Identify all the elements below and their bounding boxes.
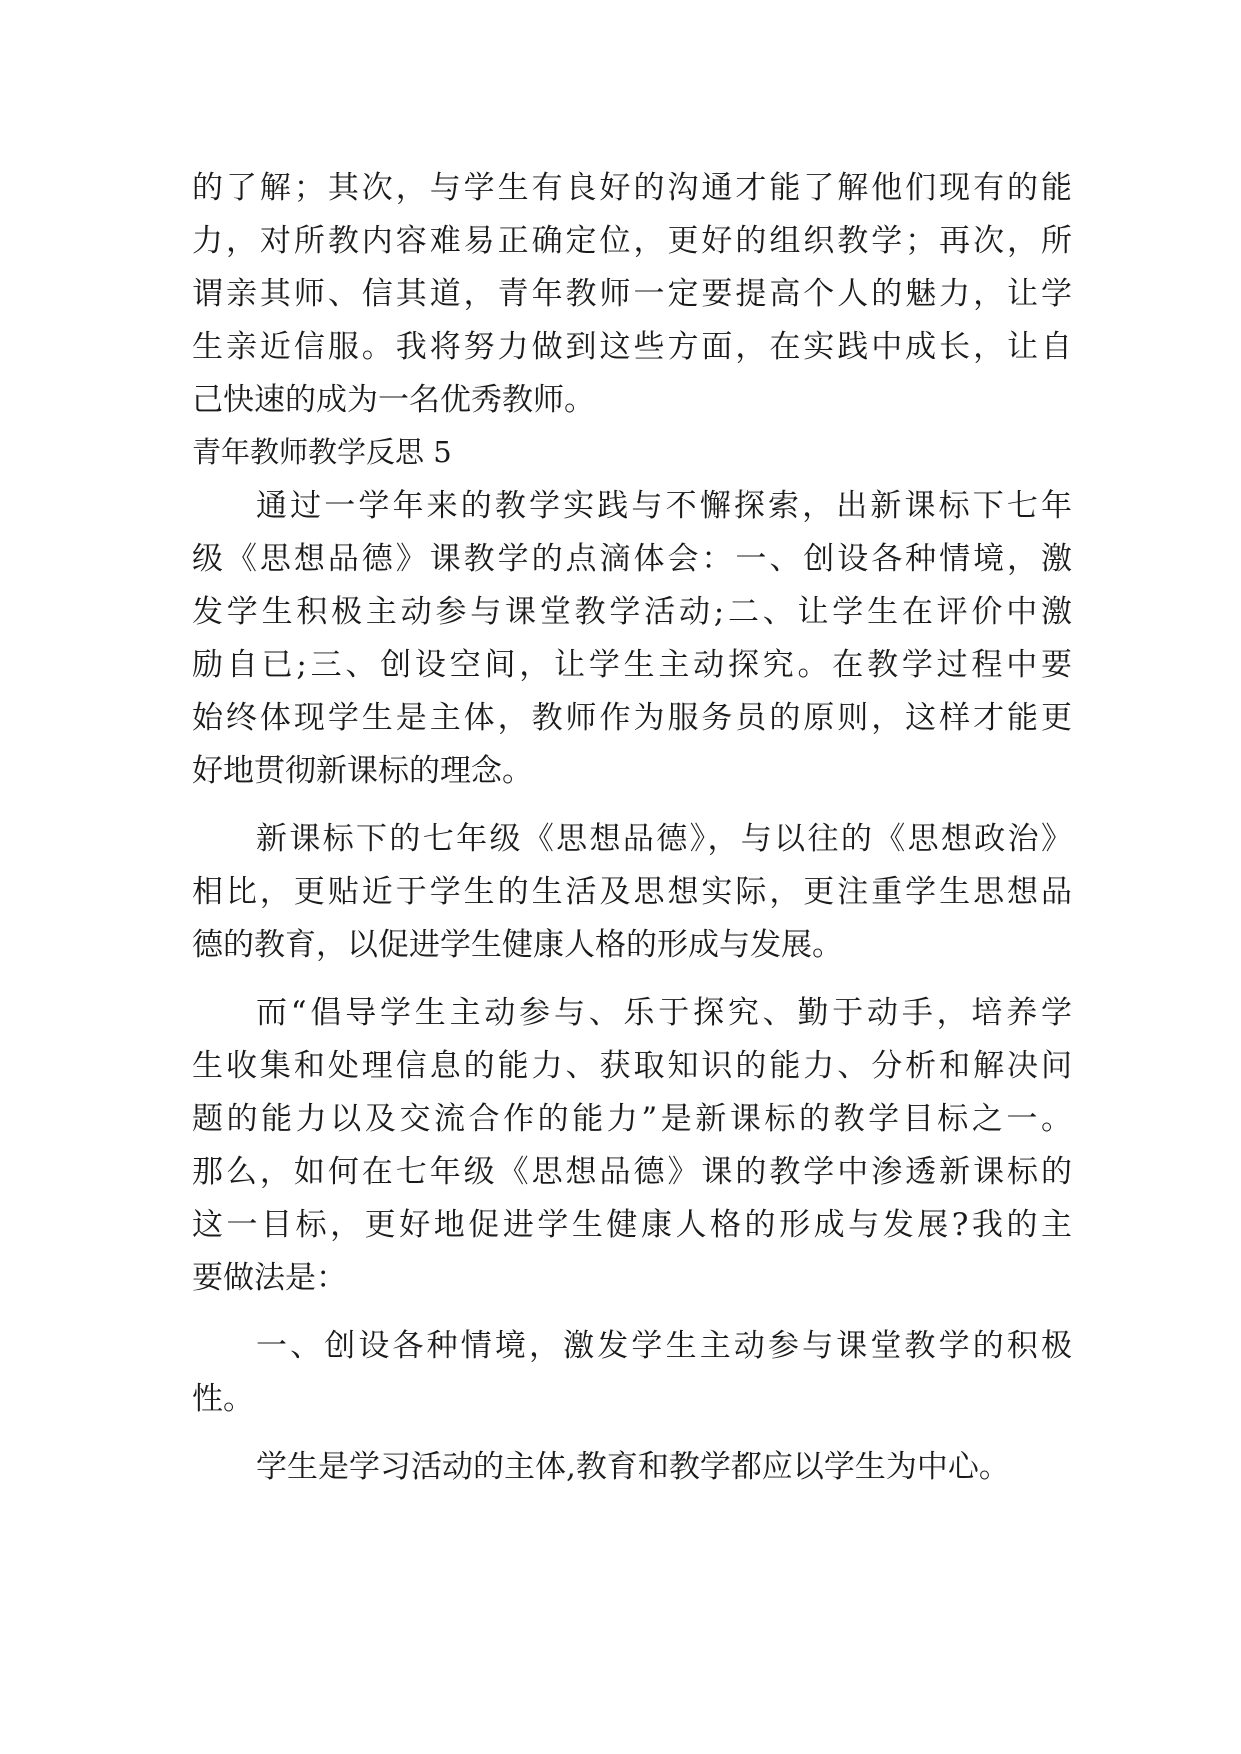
paragraph-line: 德的教育，以促进学生健康人格的形成与发展。	[192, 927, 843, 963]
paragraph-line: 题的能力以及交流合作的能力”是新课标的教学目标之一。	[192, 1101, 1072, 1137]
paragraph-line: 相比，更贴近于学生的生活及思想实际，更注重学生思想品	[192, 874, 1072, 910]
paragraph-line: 生收集和处理信息的能力、获取知识的能力、分析和解决问	[192, 1048, 1072, 1084]
paragraph-line: 要做法是：	[192, 1260, 347, 1296]
paragraph-line: 谓亲其师、信其道，青年教师一定要提高个人的魅力，让学	[192, 276, 1072, 312]
paragraph-line: 通过一学年来的教学实践与不懈探索，出新课标下七年	[256, 488, 1072, 524]
paragraph-line: 那么，如何在七年级《思想品德》课的教学中渗透新课标的	[192, 1154, 1072, 1190]
paragraph-line: 一、创设各种情境，激发学生主动参与课堂教学的积极	[256, 1328, 1072, 1364]
paragraph-line: 始终体现学生是主体，教师作为服务员的原则，这样才能更	[192, 700, 1072, 736]
paragraph-line: 这一目标，更好地促进学生健康人格的形成与发展?我的主	[192, 1207, 1072, 1243]
paragraph-line: 生亲近信服。我将努力做到这些方面，在实践中成长，让自	[192, 329, 1072, 365]
section-title: 青年教师教学反思 5	[192, 435, 452, 469]
paragraph-line: 好地贯彻新课标的理念。	[192, 753, 533, 789]
paragraph-line: 新课标下的七年级《思想品德》，与以往的《思想政治》	[256, 821, 1072, 857]
paragraph-line: 己快速的成为一名优秀教师。	[192, 382, 595, 418]
paragraph-line: 级《思想品德》课教学的点滴体会：一、创设各种情境，激	[192, 541, 1072, 577]
paragraph-line: 发学生积极主动参与课堂教学活动;二、让学生在评价中激	[192, 594, 1072, 630]
paragraph-line: 性。	[192, 1381, 254, 1417]
paragraph-line: 力，对所教内容难易正确定位，更好的组织教学；再次，所	[192, 223, 1072, 259]
paragraph-line: 的了解；其次，与学生有良好的沟通才能了解他们现有的能	[192, 170, 1072, 206]
paragraph-line: 励自已;三、创设空间，让学生主动探究。在教学过程中要	[192, 647, 1072, 683]
paragraph-line: 而“倡导学生主动参与、乐于探究、勤于动手，培养学	[256, 995, 1072, 1031]
paragraph-line: 学生是学习活动的主体,教育和教学都应以学生为中心。	[256, 1449, 1010, 1485]
